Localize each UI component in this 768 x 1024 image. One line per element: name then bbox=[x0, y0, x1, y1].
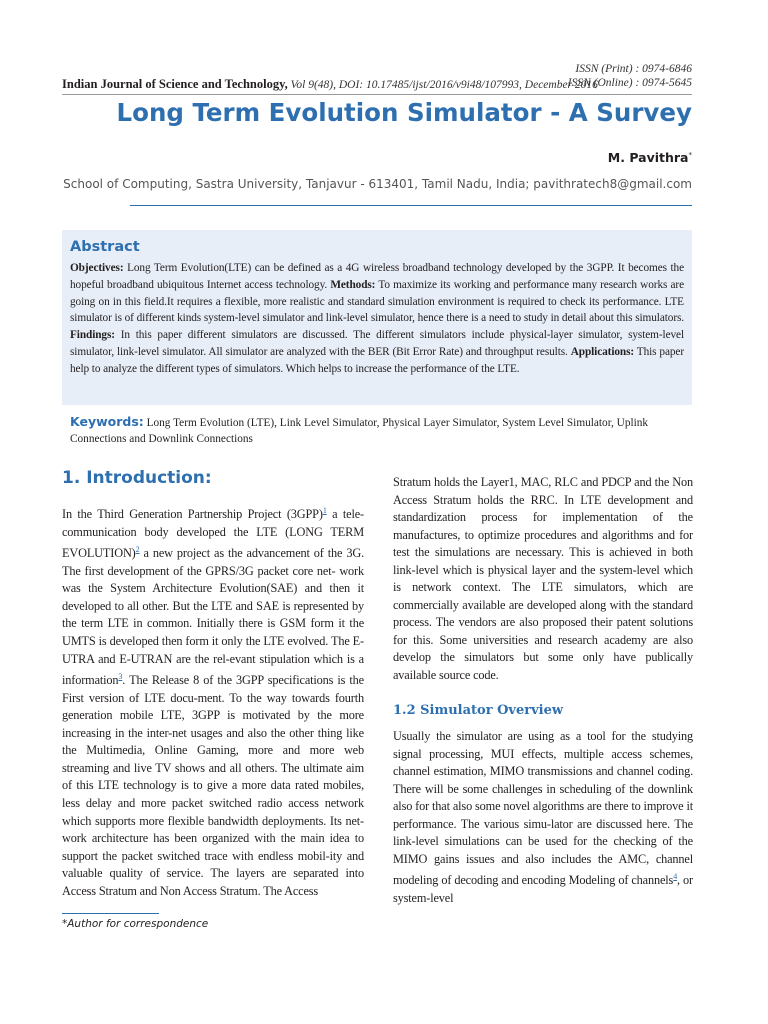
objectives-text: Long Term Evolution(LTE) can be defined as a 4G wireless broadband technology developed by the 3GPP. It becomes the hopeful broadband ubiquitous Internet access technology. bbox=[70, 262, 684, 291]
author-affiliation: School of Computing, Sastra University, Tanjavur - 613401, Tamil Nadu, India; pavithratech8@gmail.com bbox=[63, 177, 692, 191]
issn-print: ISSN (Print) : 0974-6846 bbox=[575, 63, 692, 75]
intro-text-1: In the Third Generation Partnership Project (3GPP) bbox=[62, 507, 323, 522]
keywords-text: Long Term Evolution (LTE), Link Level Simulator, Physical Layer Simulator, System Level Simulator, Uplink Connections and Downlink Connections bbox=[70, 417, 649, 445]
intro-text-2: a tele-communication body developed the LTE (LONG TERM EVOLUTION) bbox=[62, 507, 364, 561]
objectives-label: Objectives: bbox=[70, 262, 124, 274]
author-name-text: M. Pavithra bbox=[607, 150, 689, 165]
methods-text: To maximize its working and performance many research works are going on in this field.It requires a flexible, more realistic and standard simulation environment is required to check its performance. LTE simulator is of different kinds system-level simulator and link-level simulator, hence there is a need to study in detail about this simulators. bbox=[70, 278, 684, 325]
header-divider bbox=[62, 94, 692, 95]
citation-link-1[interactable]: 1 bbox=[322, 506, 327, 515]
intro-paragraph bbox=[62, 502, 364, 900]
applications-label: Applications: bbox=[570, 345, 635, 358]
citation-link-2[interactable]: 2 bbox=[135, 545, 140, 555]
findings-label: Findings: bbox=[70, 329, 115, 342]
issn-online: ISSN (Online) : 0974-5645 bbox=[567, 77, 692, 89]
author-name bbox=[608, 150, 692, 165]
keywords-label: Keywords: bbox=[70, 414, 144, 429]
overview-text-2: , or system-level bbox=[393, 873, 693, 906]
intro-text-4: . The Release 8 of the 3GPP specifications is the First version of LTE docu-ment. To the way towards fourth generation mobile LTE, 3GPP is motivated by the more increasing in the inter-net usages and also the other thing like the Multimedia, Online Gaming, more and more web streaming and live TV shows and all others. The ultimate aim of this LTE technology is to give a more data rated mobiles, less delay and more packet switched radio access network which supports more flexible bandwidth deployments. Its net-work architecture has been organized with the main idea to support the packet switched trace with endless mobil-ity and valuable quality of service. The layers are separated into Access Stratum and Non Access Stratum. The Access bbox=[62, 673, 364, 898]
findings-text: In this paper different simulators are discussed. The different simulators include physical-layer simulator, system-level simulator, link-level simulator. All simulator are analyzed with the BER (Bit Error Rate) and throughput results. bbox=[70, 329, 684, 358]
title-divider bbox=[130, 205, 692, 206]
citation-link-3[interactable]: 3 bbox=[118, 672, 123, 682]
keywords bbox=[70, 414, 688, 447]
section-heading-simulator-overview: 1.2 Simulator Overview bbox=[393, 703, 564, 718]
section-heading-introduction: 1. Introduction: bbox=[62, 468, 212, 488]
journal-name: Indian Journal of Science and Technology, bbox=[62, 77, 288, 91]
author-mark: * bbox=[688, 150, 692, 159]
paper-title: Long Term Evolution Simulator - A Survey bbox=[116, 98, 692, 127]
citation-link-4[interactable]: 4 bbox=[673, 872, 678, 882]
abstract-text bbox=[70, 260, 684, 378]
abstract-heading: Abstract bbox=[70, 239, 140, 255]
intro-text-3: a new project as the advancement of the 3G. The first development of the GPRS/3G packet core net- work was the System Architecture Evolution(SAE) and then it developed to all other. But the LTE and SAE is represented by the term LTE in common. Initially there is GSM form it the UMTS is developed then form it only the LTE evolved. The E-UTRA and E-UTRAN are the rel-evant stipulation which is a information bbox=[62, 546, 364, 688]
applications-text: This paper help to analyze the different types of simulators. Which helps to increase the performance of the LTE. bbox=[70, 345, 684, 375]
journal-citation bbox=[62, 77, 598, 92]
methods-label: Methods: bbox=[330, 278, 376, 291]
footnote-divider bbox=[62, 913, 159, 914]
intro-paragraph-continued: Stratum holds the Layer1, MAC, RLC and PDCP and the Non Access Stratum holds the RRC. In LTE development and standardization process for implementation of the manufactures, to optimize procedures and algorithms and for test the simulations are necessary. This is achieved in both link-level which is physical layer and the system-level which is network context. The LTE simulators, which are commercially available are developed along with the standard process. The vendors are also proposed their patent solutions for this. Some universities and research academy are also develop the simulators but some only have publically available source code. bbox=[393, 475, 693, 683]
overview-text-1: Usually the simulator are using as a tool for the studying signal processing, MUI effects, multiple access schemes, channel estimation, MIMO transmissions and channel coding. There will be some challenges in scheduling of the downlink also for that also some novel algorithms are there to improve it performance. The various simu-lator are discussed here. The link-level simulations can be used for the checking of the MIMO gains issues and also includes the AMC, channel modeling of decoding and encoding Modeling of channels bbox=[393, 729, 693, 888]
footnote: *Author for correspondence bbox=[62, 918, 209, 930]
simulator-overview-paragraph bbox=[393, 728, 693, 908]
abstract-box bbox=[62, 230, 692, 405]
journal-meta: Vol 9(48), DOI: 10.17485/ijst/2016/v9i48/107993, December 2016 bbox=[287, 79, 598, 91]
